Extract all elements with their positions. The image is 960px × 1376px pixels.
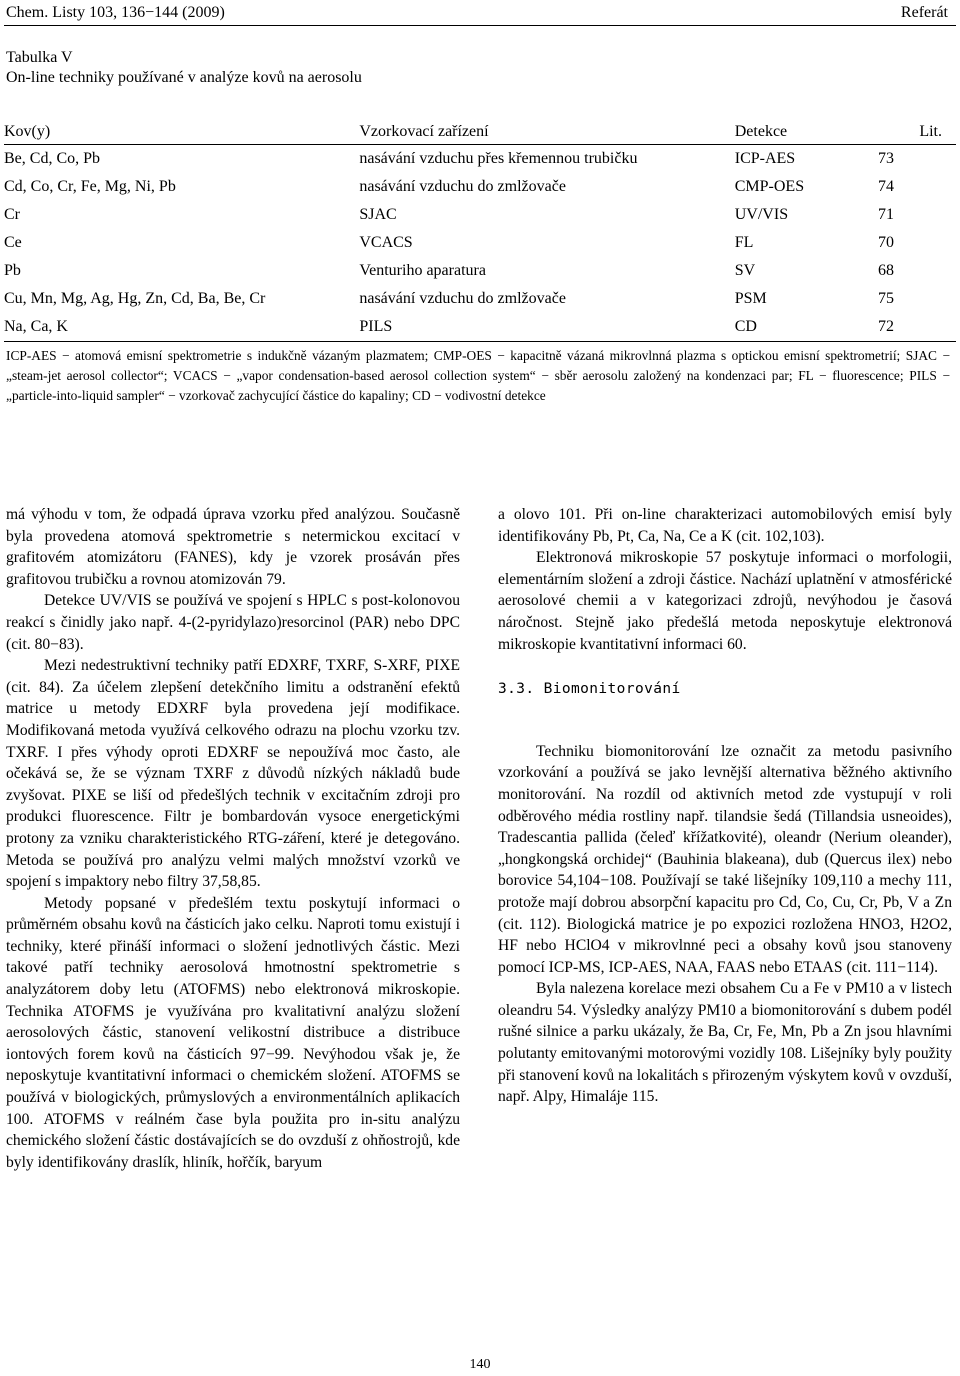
- page-number: 140: [469, 1357, 491, 1372]
- right-column: [498, 504, 952, 1108]
- table-cell: 71: [878, 206, 894, 223]
- table-cell: Cr: [4, 206, 20, 223]
- table-cell: ICP-AES: [734, 150, 796, 167]
- journal-citation: Chem. Listy 103, 136−144 (2009): [6, 4, 225, 21]
- table-row: [4, 173, 956, 201]
- body-paragraph: má výhodu v tom, že odpadá úprava vzorku před analýzou. Současně byla provedena atomová spektrometrie s netermickou excitací v grafitovém atomizátoru (FANES), kdy je vzorek prosáván přes grafitovou trubičku a rovnou atomizován 79.: [6, 506, 460, 588]
- table-row: [4, 201, 956, 229]
- table-cell: VCACS: [359, 234, 413, 251]
- table-cell: 74: [878, 178, 894, 195]
- left-column: [6, 504, 460, 1173]
- table-cell: nasávání vzduchu do zmlžovače: [359, 178, 566, 195]
- header-rule: [4, 25, 956, 26]
- body-paragraph: Techniku biomonitorování lze označit za metodu pasivního vzorkování a používá se jako levnější alternativa běžného aktivního monitorování. Na rozdíl od aktivních metod zde vystupují v roli odběrového média rostliny např. tilandsie šedá (Tillandsia usneoides), Tradescantia pallida (čeleď křížatkovité), oleandr (Nerium oleander), „hongkongská orchidej“ (Bauhinia blakeana), dub (Quercus ilex) nebo borovice 54,104−108. Používají se také lišejníky 109,110 a mechy 111, protože mají dobrou absorpční kapacitu pro Cd, Co, Cu, Cr, Pb, V a Zn (cit. 112). Biologická matrice je po expozici rozložena HNO3, H2O2, HF nebo HClO4 v mikrovlnné peci a obsahy kovů jsou stanoveny pomocí ICP-MS, ICP-AES, NAA, FAAS nebo ETAAS (cit. 111−114).: [498, 742, 952, 976]
- article-type: Referát: [900, 4, 948, 21]
- table-row: [4, 145, 956, 174]
- table-row: [4, 257, 956, 285]
- table-title: On-line techniky používané v analýze kovů na aerosolu: [6, 69, 362, 86]
- table-cell: FL: [734, 234, 754, 251]
- table-header-cell: Detekce: [735, 120, 878, 145]
- table-cell: 75: [878, 290, 894, 307]
- running-header: [6, 2, 948, 24]
- table-cell: PSM: [734, 290, 767, 307]
- body-paragraph: Detekce UV/VIS se používá ve spojení s HPLC s post-kolonovou reakcí s činidly jako např. 4-(2-pyridylazo)resorcinol (PAR) nebo DPC (cit. 80−83).: [6, 592, 460, 653]
- table-header-row: [4, 120, 956, 145]
- table-row: [4, 313, 956, 342]
- table-cell: 72: [878, 313, 956, 342]
- body-paragraph: a olovo 101. Při on-line charakterizaci automobilových emisí byly identifikovány Pb, Pt, Ca, Na, Ce a K (cit. 102,103).: [498, 506, 952, 545]
- table-cell: Venturiho aparatura: [359, 262, 486, 279]
- table-cell: Pb: [4, 262, 21, 279]
- body-paragraph: Byla nalezena korelace mezi obsahem Cu a Fe v PM10 a v listech oleandru 54. Výsledky analýzy PM10 a biomonitorování s dubem podél rušné silnice a parku ukázaly, že Ba, Cr, Fe, Mn, Pb a Zn jsou hlavními polutanty emitovanými motorovými vozidly 108. Lišejníky byly použity při stanovení kovů na lokalitách s přirozeným výskytem kovů v ovzduší, např. Alpy, Himaláje 115.: [498, 980, 952, 1106]
- table-cell: Ce: [4, 234, 22, 251]
- table-cell: PILS: [359, 313, 734, 342]
- table-cell: 73: [878, 150, 894, 167]
- table-cell: Cd, Co, Cr, Fe, Mg, Ni, Pb: [4, 178, 176, 195]
- table-cell: nasávání vzduchu přes křemennou trubičku: [359, 150, 638, 167]
- body-paragraph: Metody popsané v předešlém textu poskytují informaci o průměrném obsahu kovů na částicích jako celku. Naproti tomu existují i techniky, které přináší informaci o složení jednotlivých částic. Mezi takové patří techniky aerosolová hmotnostní spektrometrie s analyzátorem doby letu (ATOFMS) nebo elektronová mikroskopie. Technika ATOFMS je využívána pro kvalitativní analýzu složení aerosolových částic, stanovení velikostní distribuce a distribuce iontových forem kovů na částicích 97−99. Nevýhodou však je, že neposkytuje kvantitativní informaci o chemickém složení. ATOFMS se používá v biologických, průmyslových a environmentálních aplikacích 100. ATOFMS v reálném čase byla použita pro in-situ analýzu chemického složení částic dostávajících se do ovzduší z ohňostrojů, kde byly identifikovány draslík, hliník, hořčík, baryum: [6, 894, 460, 1171]
- table-cell: SV: [734, 262, 756, 279]
- table-cell: 68: [878, 262, 894, 279]
- table-caption: [6, 48, 362, 88]
- table-cell: Be, Cd, Co, Pb: [4, 150, 101, 167]
- table-cell: SJAC: [359, 206, 397, 223]
- section-heading: 3.3. Biomonitorování: [498, 681, 681, 698]
- table-cell: Na, Ca, K: [4, 313, 359, 342]
- body-paragraph: Mezi nedestruktivní techniky patří EDXRF, TXRF, S-XRF, PIXE (cit. 84). Za účelem zlepšení detekčního limitu a odstranění efektů matrice u metody EDXRF byla provedena její modifikace. Modifikovaná metoda využívá celkového odrazu na plochu vzorku tzv. TXRF. I přes výhody oproti EDXRF se nepoužívá moc často, ale očekává se, že se význam TXRF z důvodů nízkých nákladů bude zvyšovat. PIXE se liší od předešlých technik v excitačním zdroji pro produkci fluorescence. Filtr je bombardován vysoce energetickými protony za vzniku charakteristického RTG-záření, které je detegováno. Metoda se používá pro analýzu velmi malých množství vzorků ve spojení s impaktory nebo filtry 37,58,85.: [6, 657, 460, 891]
- table-cell: UV/VIS: [734, 206, 789, 223]
- table-cell: 70: [878, 234, 894, 251]
- table-row: [4, 229, 956, 257]
- table-row: [4, 285, 956, 313]
- table-header-cell: Kov(y): [4, 120, 359, 145]
- table-header-cell: Lit.: [878, 120, 956, 145]
- table-cell: CMP-OES: [734, 178, 805, 195]
- table-cell: nasávání vzduchu do zmlžovače: [359, 290, 566, 307]
- table-label: Tabulka V: [6, 49, 73, 66]
- table-cell: Cu, Mn, Mg, Ag, Hg, Zn, Cd, Ba, Be, Cr: [4, 290, 266, 307]
- metals-aerosol-table: [4, 120, 956, 342]
- table-header-cell: Vzorkovací zařízení: [359, 120, 734, 145]
- body-paragraph: Elektronová mikroskopie 57 poskytuje informaci o morfologii, elementárním složení a zdroji částice. Nachází uplatnění v atmosférické aerosolové chemii a v kategorizaci zdrojů, nevýhodou je časová náročnost. Stejně jako předešlá metoda neposkytuje elektronová mikroskopie kvantitativní informaci 60.: [498, 549, 952, 653]
- table-footnote: ICP-AES − atomová emisní spektrometrie s indukčně vázaným plazmatem; CMP-OES − kapacitně vázaná mikrovlnná plazma s optickou emisní spektrometrií; SJAC − „steam-jet aerosol collector“; VCACS − „vapor condensation-based aerosol collection system“ − sběr aerosolu založený na kondenzaci par; FL − fluorescence; PILS − „particle-into-liquid sampler“ − vzorkovač zachycující částice do kapaliny; CD − vodivostní detekce: [6, 348, 950, 403]
- table-cell: CD: [735, 313, 878, 342]
